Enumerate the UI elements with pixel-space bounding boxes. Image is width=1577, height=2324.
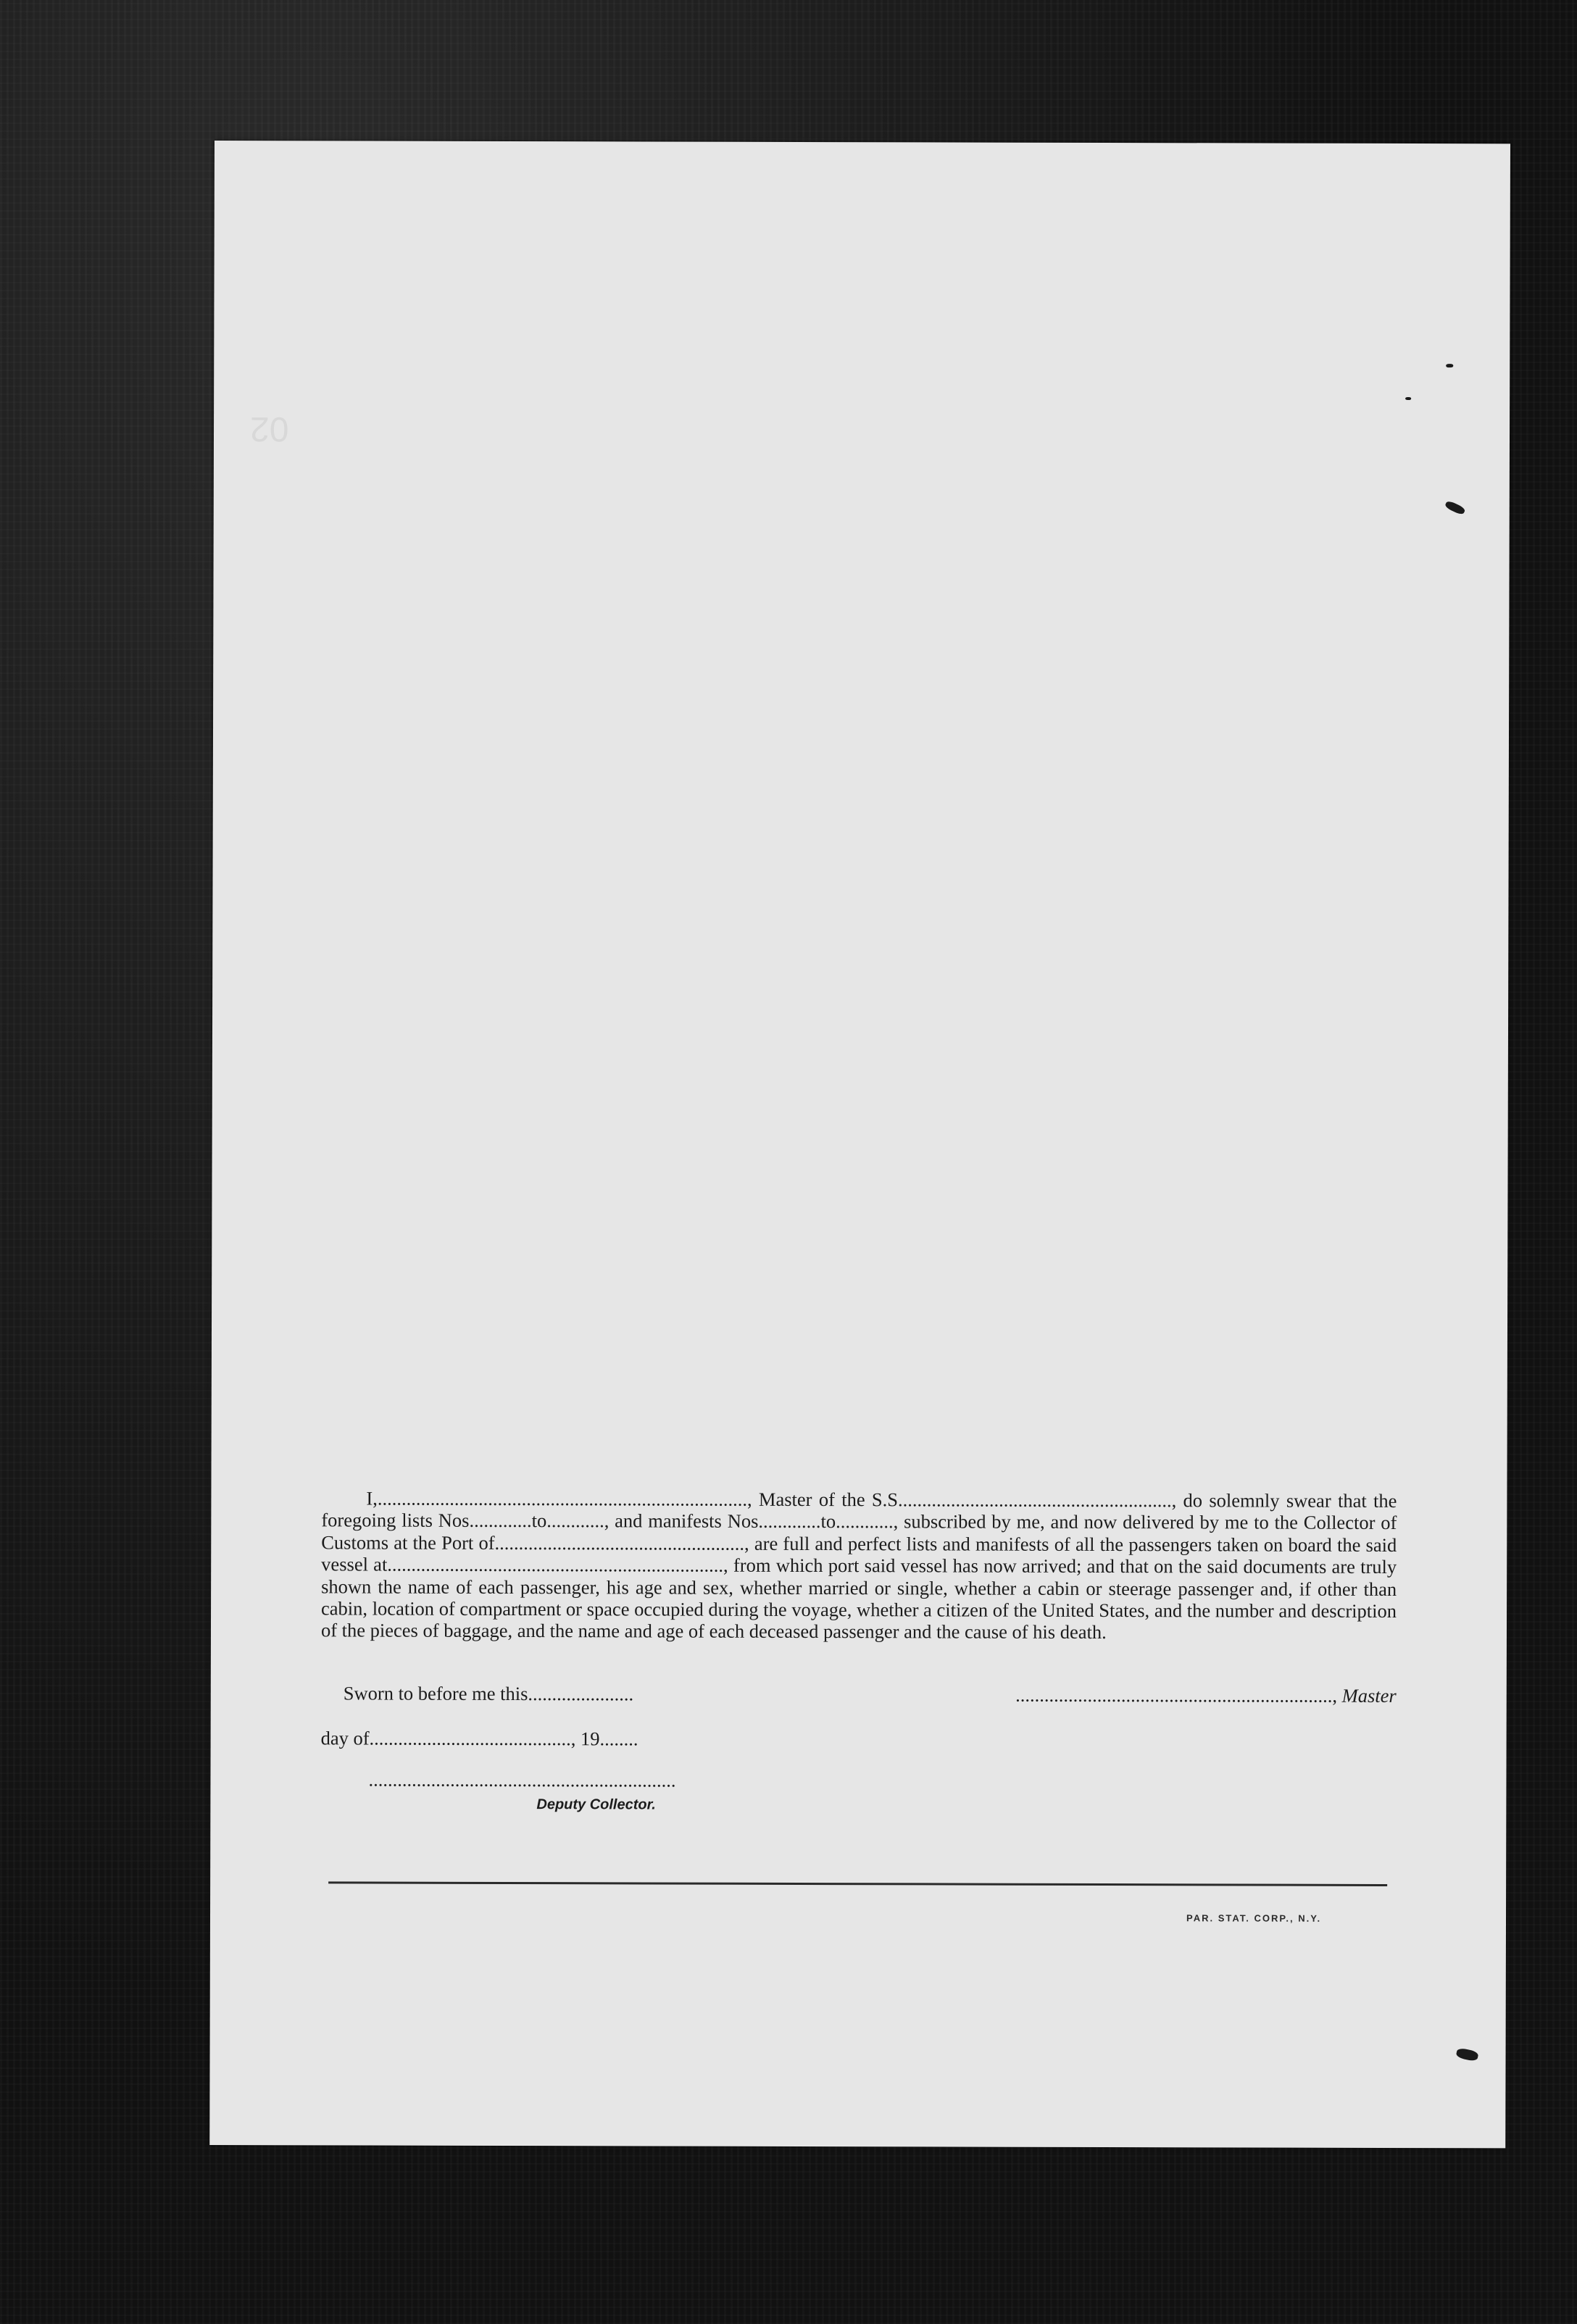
sworn-line: Sworn to before me this...................... — [343, 1682, 634, 1705]
scan-speck — [1446, 364, 1453, 367]
master-dots: .................................................................., — [1015, 1683, 1338, 1707]
faint-page-number-bleedthrough: 02 — [249, 409, 289, 449]
scan-speck — [1444, 500, 1466, 516]
oath-text: I,............................................................................., Master of the S.S........................................................., do solemnly swear that the foregoing lists Nos.............to............, and manifests Nos.............to............, subscribed by me, and now delivered by me to the Collector of Customs at the Port of...................................................., are full and perfect lists and manifests of all the passengers taken on board the said vessel at......................................................................, from which port said vessel has now arrived; and that on the said documents are truly shown the name of each passenger, his age and sex, whether married or single, whether a cabin or steerage passenger and, if other than cabin, location of compartment or space occupied during the voyage, whether a citizen of the United States, and the number and description of the pieces of baggage, and the name and age of each deceased passenger and the cause of his death. — [320, 1487, 1397, 1644]
scan-speck — [1405, 397, 1411, 400]
oath-paragraph — [321, 1487, 1397, 1644]
master-signature-line — [1015, 1684, 1397, 1707]
deputy-collector-label: Deputy Collector. — [536, 1796, 656, 1813]
printer-imprint: PAR. STAT. CORP., N.Y. — [1186, 1912, 1322, 1924]
manifest-page — [209, 141, 1510, 2148]
horizontal-rule — [328, 1881, 1387, 1886]
scan-speck — [1455, 2047, 1478, 2062]
master-title: Master — [1341, 1684, 1397, 1707]
day-of-line: day of.........................................., 19........ — [320, 1727, 638, 1750]
deputy-signature-line: ................................................................ — [368, 1768, 676, 1791]
